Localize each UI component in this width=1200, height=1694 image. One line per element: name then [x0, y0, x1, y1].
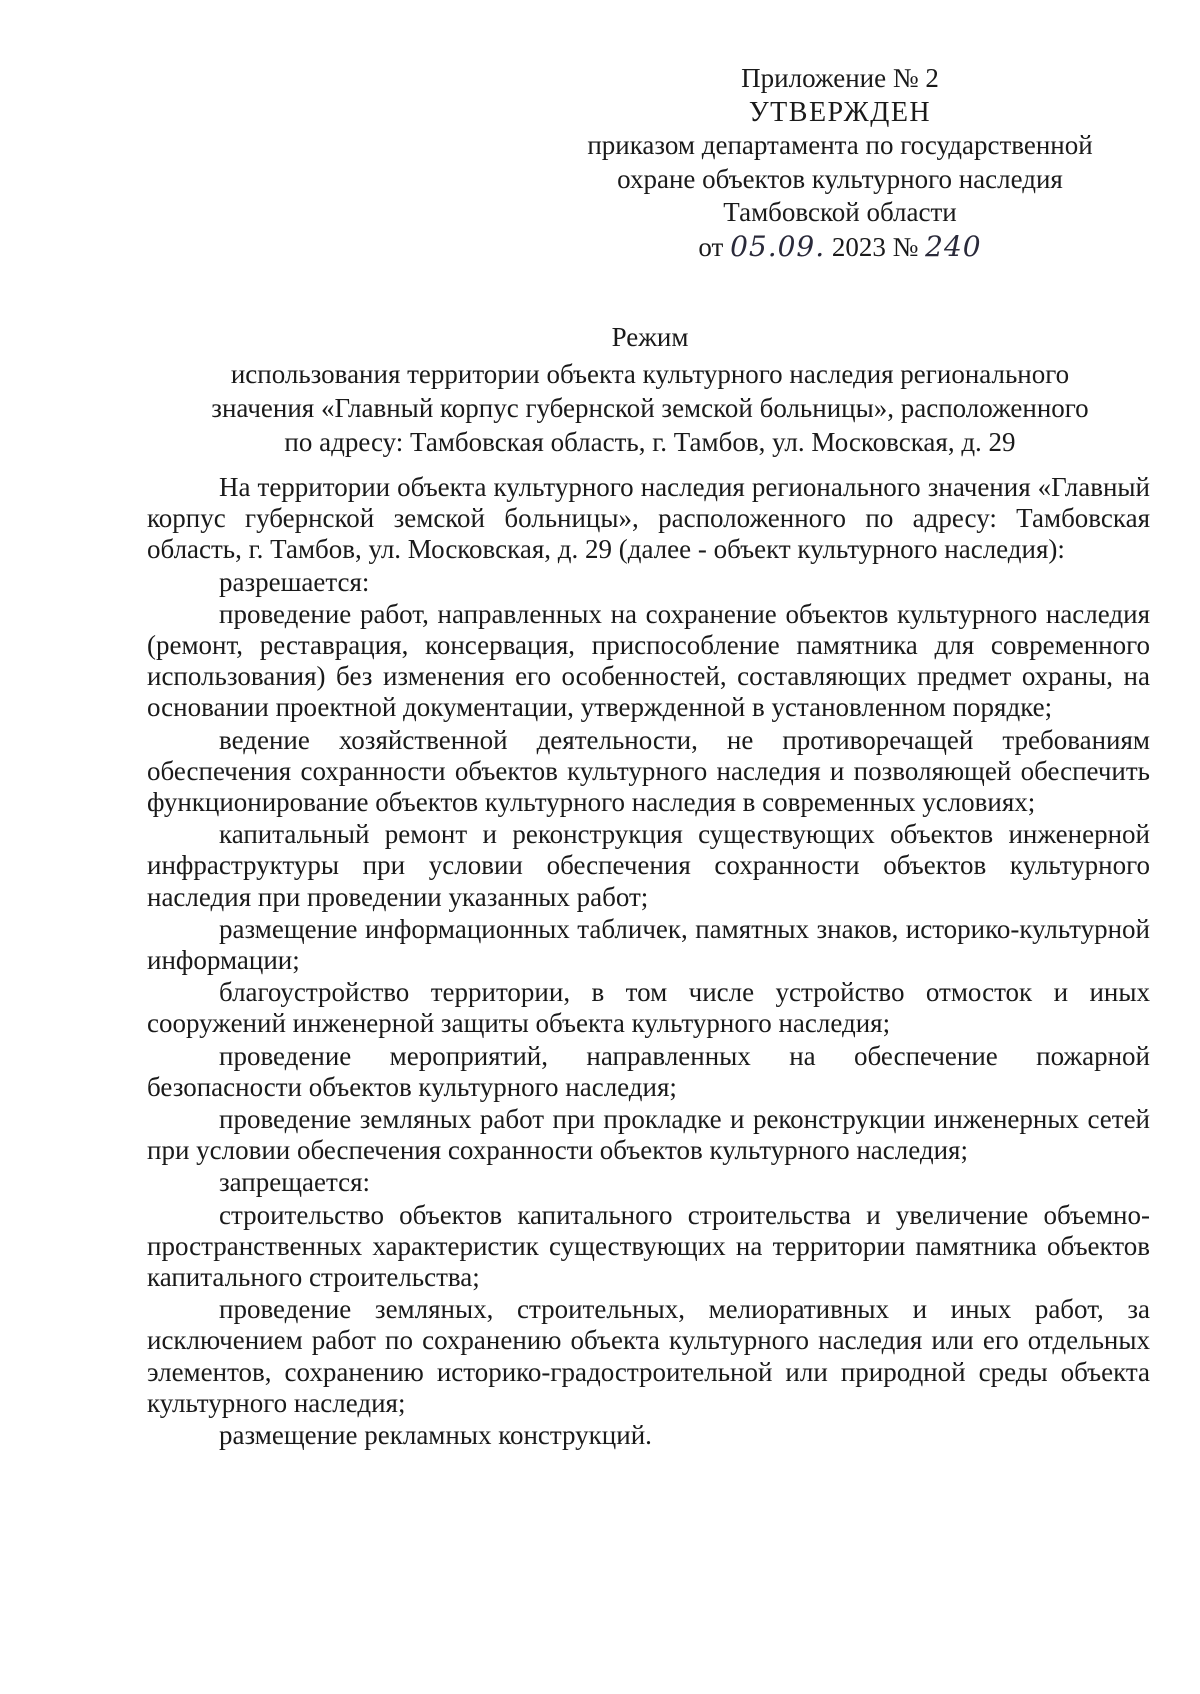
forbidden-label: запрещается: — [219, 1167, 371, 1198]
forbidden-item: строительство объектов капитального строительства и увеличение объемно-пространственных характеристик существующих на территории памятника объектов капитального строительства; — [147, 1199, 1150, 1293]
document-title — [150, 320, 1150, 459]
approval-header — [540, 62, 1140, 264]
title-heading: Режим — [611, 322, 689, 352]
year-number-label: 2023 № — [831, 231, 919, 262]
order-date-line — [540, 230, 1140, 265]
allowed-item: размещение информационных табличек, памятных знаков, историко-культурной информации; — [147, 913, 1150, 976]
title-line-2: значения «Главный корпус губернской земской больницы», расположенного — [211, 393, 1089, 423]
intro-paragraph: На территории объекта культурного наследия регионального значения «Главный корпус губернской земской больницы», расположенного по адресу: Тамбовская область, г. Тамбов, ул. Московская, д. 29 (далее - объект культурного наследия): — [147, 472, 1150, 565]
allowed-label: разрешается: — [219, 566, 370, 597]
title-line-1: использования территории объекта культурного наследия регионального — [230, 359, 1070, 389]
date-prefix: от — [698, 231, 724, 262]
order-line-2: охране объектов культурного наследия — [617, 163, 1063, 194]
allowed-item: проведение земляных работ при прокладке и реконструкции инженерных сетей при условии обеспечения сохранности объектов культурного наследия; — [147, 1104, 1150, 1166]
order-line-3: Тамбовской области — [723, 197, 957, 227]
allowed-item: проведение мероприятий, направленных на обеспечение пожарной безопасности объектов культурного наследия; — [147, 1040, 1150, 1102]
title-line-3: по адресу: Тамбовская область, г. Тамбов, ул. Московская, д. 29 — [284, 427, 1016, 457]
document-body — [147, 472, 1150, 1452]
order-line-1: приказом департамента по государственной — [587, 130, 1093, 160]
allowed-item: капитальный ремонт и реконструкция существующих объектов инженерной инфраструктуры при условии обеспечения сохранности объектов культурного наследия при проведении указанных работ; — [147, 819, 1150, 912]
handwritten-date: 05.09. — [730, 229, 826, 263]
allowed-item: проведение работ, направленных на сохранение объектов культурного наследия (ремонт, реставрация, консервация, приспособление памятника для современного использования) без изменения его особенностей, составляющих предмет охраны, на основании проектной документации, утвержденной в установленном порядке; — [147, 598, 1150, 723]
forbidden-item: проведение земляных, строительных, мелиоративных и иных работ, за исключением работ по сохранению объекта культурного наследия или его отдельных элементов, сохранению историко-градостроительной или природной среды объекта культурного наследия; — [147, 1294, 1150, 1418]
allowed-item: ведение хозяйственной деятельности, не противоречащей требованиям обеспечения сохранности объектов культурного наследия и позволяющей обеспечить функционирование объектов культурного наследия в современных условиях; — [147, 724, 1150, 818]
handwritten-number: 240 — [925, 229, 982, 263]
allowed-item: благоустройство территории, в том числе устройство отмосток и иных сооружений инженерной защиты объекта культурного наследия; — [147, 977, 1150, 1039]
forbidden-item: размещение рекламных конструкций. — [219, 1420, 652, 1451]
appendix-label: Приложение № 2 — [741, 63, 939, 93]
approved-label: УТВЕРЖДЕН — [748, 96, 932, 128]
